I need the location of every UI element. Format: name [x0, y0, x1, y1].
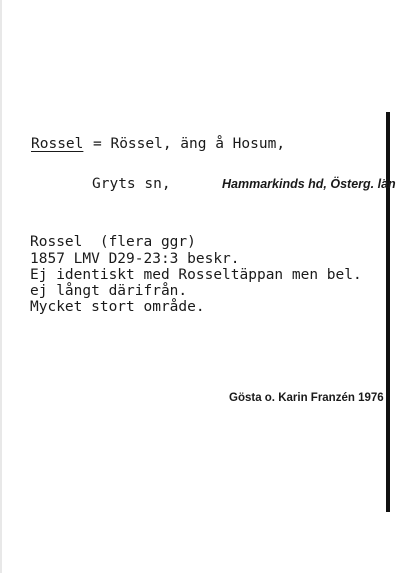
note-line: Rossel (flera ggr)	[30, 234, 196, 250]
note-line: Ej identiskt med Rosseltäppan men bel.	[30, 267, 362, 283]
note-line: 1857 LMV D29-23:3 beskr.	[30, 251, 240, 267]
district: Hammarkinds hd, Österg. län	[222, 177, 396, 191]
signature: Gösta o. Karin Franzén 1976	[229, 392, 384, 404]
note-line: ej långt därifrån.	[30, 283, 188, 299]
headword-definition: = Rössel, äng å Hosum,	[93, 136, 286, 152]
parish: Gryts sn,	[92, 176, 171, 192]
note-line: Mycket stort område.	[30, 299, 205, 315]
headword: Rossel	[31, 136, 84, 152]
card-right-border	[386, 112, 390, 512]
card-left-edge	[0, 0, 2, 573]
